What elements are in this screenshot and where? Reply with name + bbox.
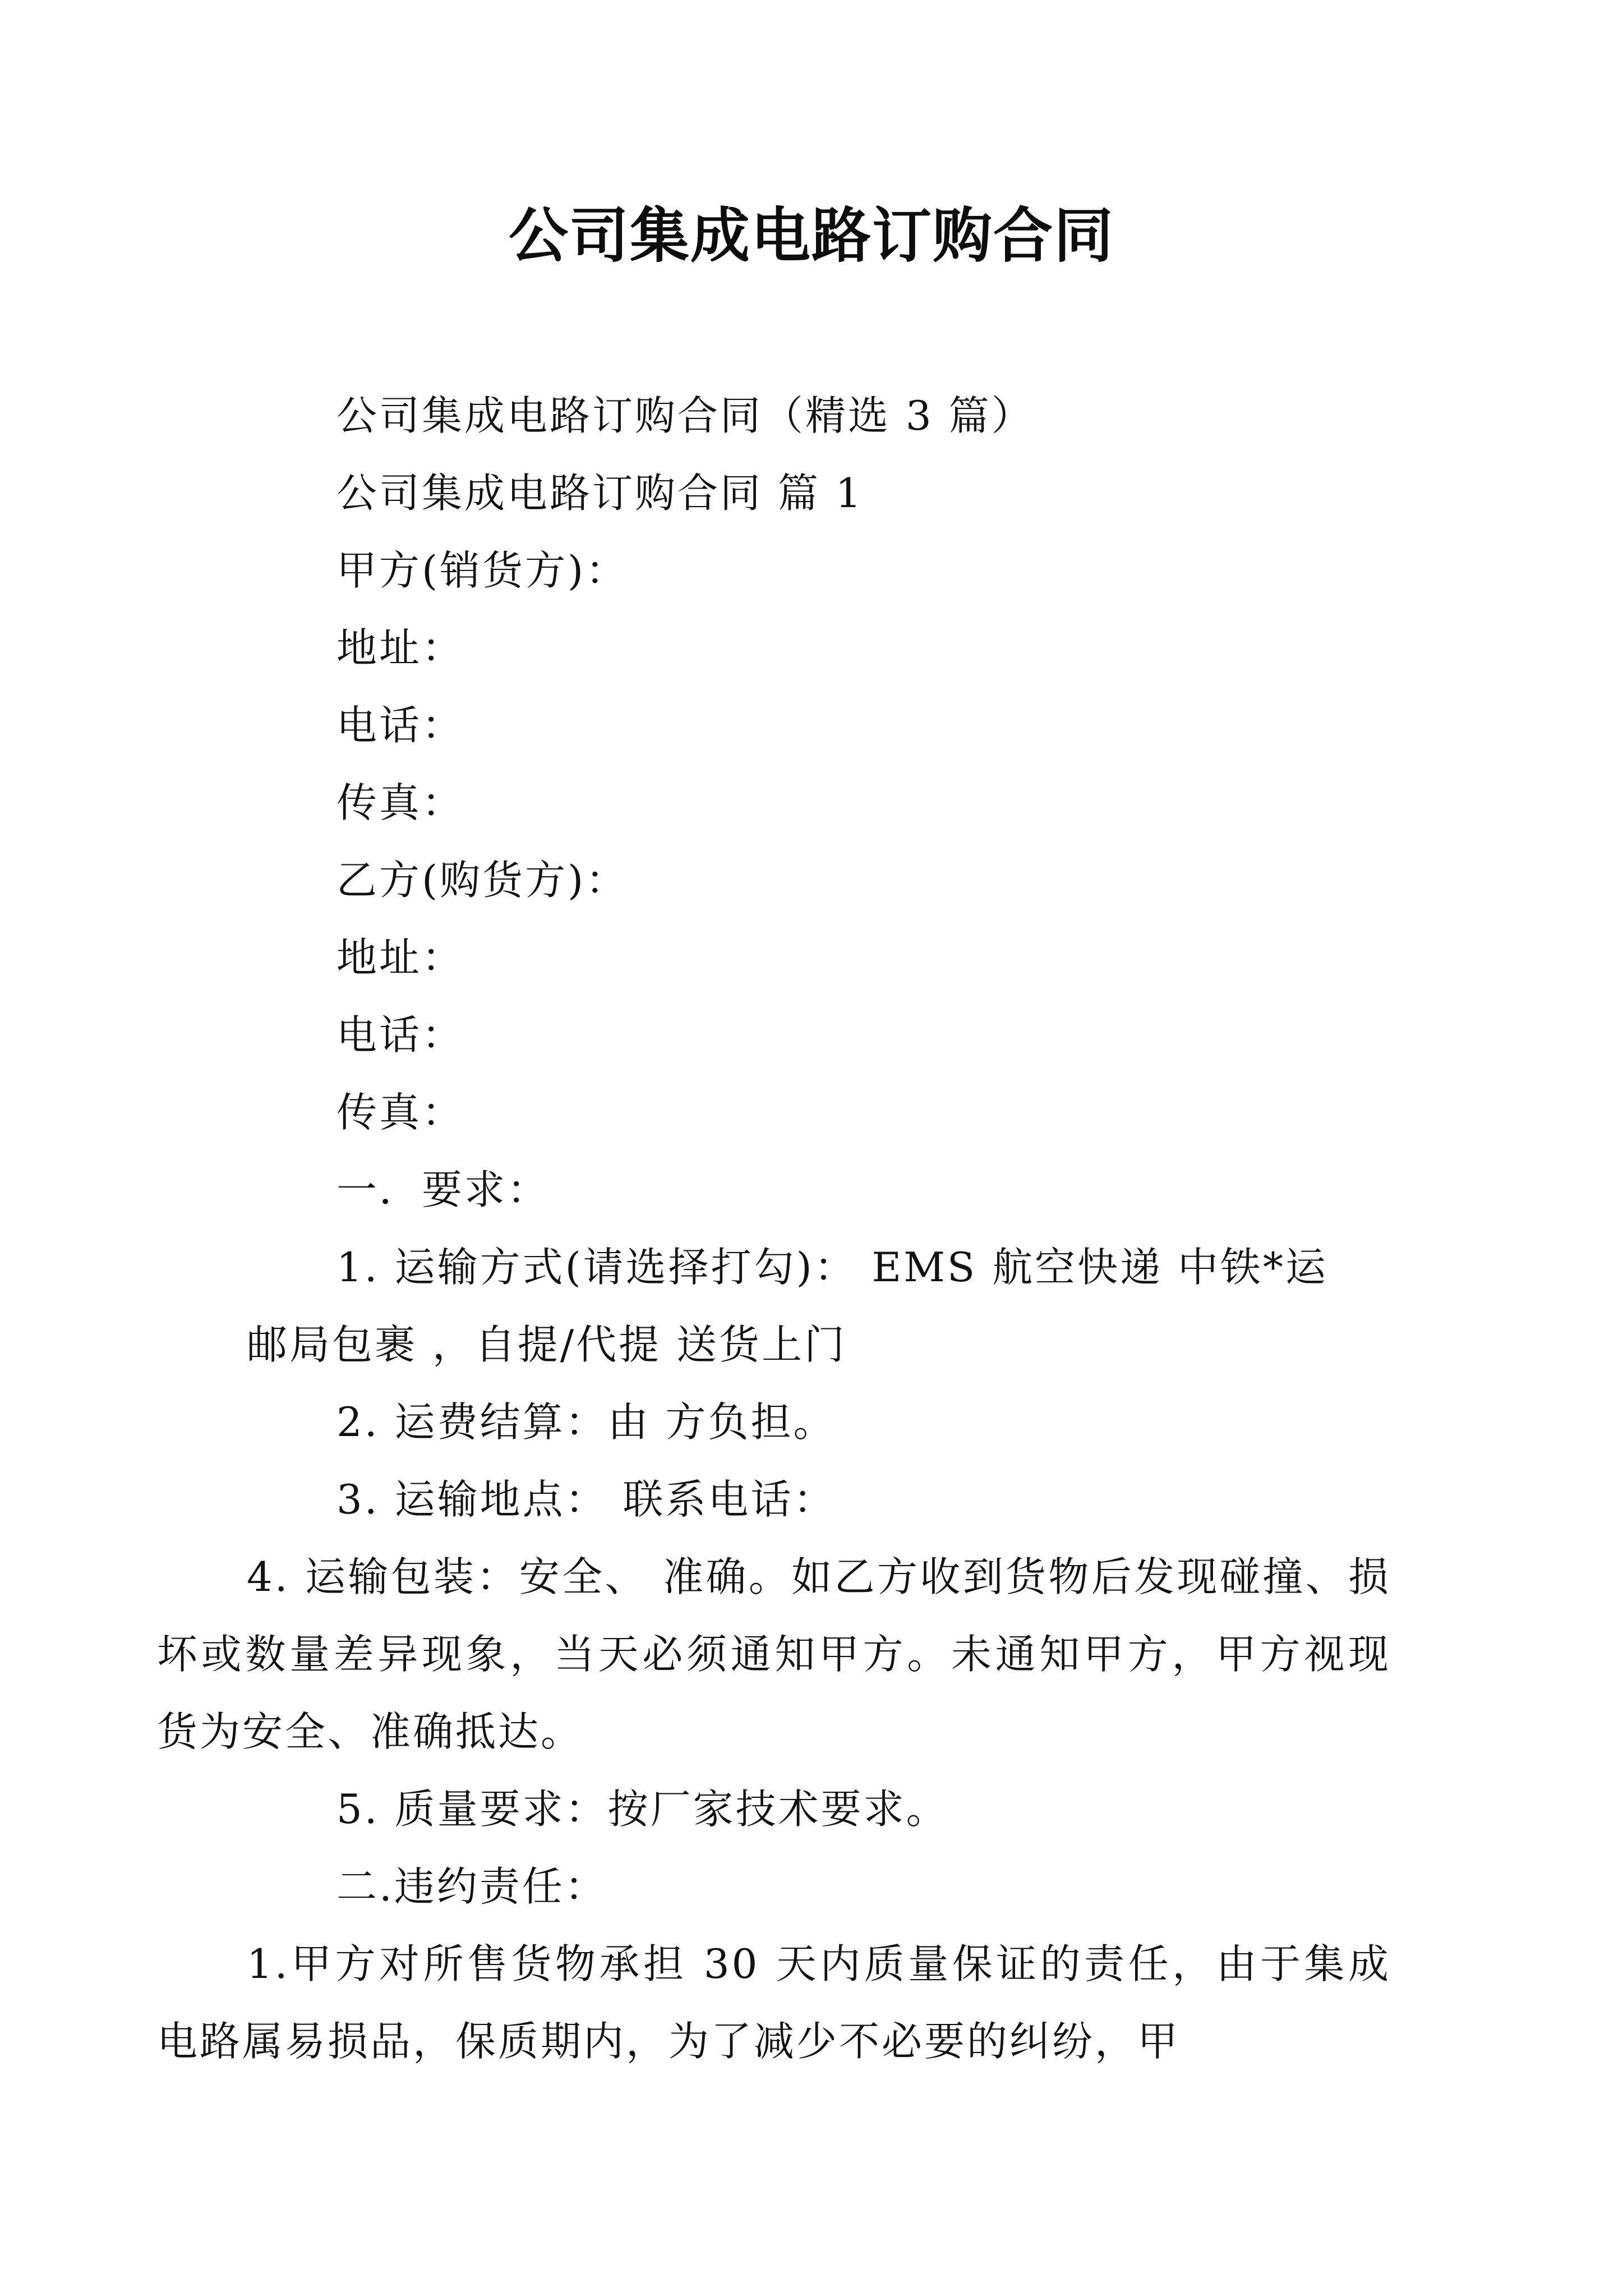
party-b-address: 地址： bbox=[336, 934, 465, 981]
clause-1-transport-cont: 邮局包裹 ，自提/代提 送货上门 bbox=[247, 1321, 847, 1368]
party-b-label: 乙方(购货方)： bbox=[336, 857, 629, 904]
clause-4-packaging: 4. 运输包装：安全、 准确。如乙方收到货物后发现碰撞、损坏或数量差异现象，当天必须通知甲方。未通知甲方，甲方视现货为安全、准确抵达。 bbox=[157, 1553, 1391, 1755]
breach-clause-1: 1.甲方对所售货物承担 30 天内质量保证的责任，由于集成电路属易损品，保质期内，为了减少不必要的纠纷，甲 bbox=[157, 1940, 1391, 2065]
clause-5-quality: 5. 质量要求：按厂家技术要求。 bbox=[336, 1786, 949, 1833]
breach-heading: 二.违约责任： bbox=[336, 1863, 607, 1910]
party-a-phone: 电话： bbox=[336, 702, 465, 749]
requirements-heading: 一．要求： bbox=[336, 1166, 550, 1213]
party-a-label: 甲方(销货方)： bbox=[336, 547, 629, 594]
clause-2-freight: 2. 运费结算：由 方负担。 bbox=[336, 1398, 836, 1446]
document-body bbox=[157, 377, 1391, 2080]
party-a-fax: 传真： bbox=[336, 779, 465, 826]
subtitle-line: 公司集成电路订购合同（精选 3 篇） bbox=[336, 392, 1034, 439]
party-b-phone: 电话： bbox=[336, 1011, 465, 1059]
clause-1-transport: 1. 运输方式(请选择打勾)： EMS 航空快递 中铁*运 bbox=[336, 1244, 1329, 1291]
document-title: 公司集成电路订购合同 bbox=[509, 200, 1114, 270]
party-a-address: 地址： bbox=[336, 624, 465, 671]
party-b-fax: 传真： bbox=[336, 1089, 465, 1136]
clause-3-location: 3. 运输地点： 联系电话： bbox=[336, 1476, 836, 1523]
section-heading: 公司集成电路订购合同 篇 1 bbox=[336, 470, 864, 517]
